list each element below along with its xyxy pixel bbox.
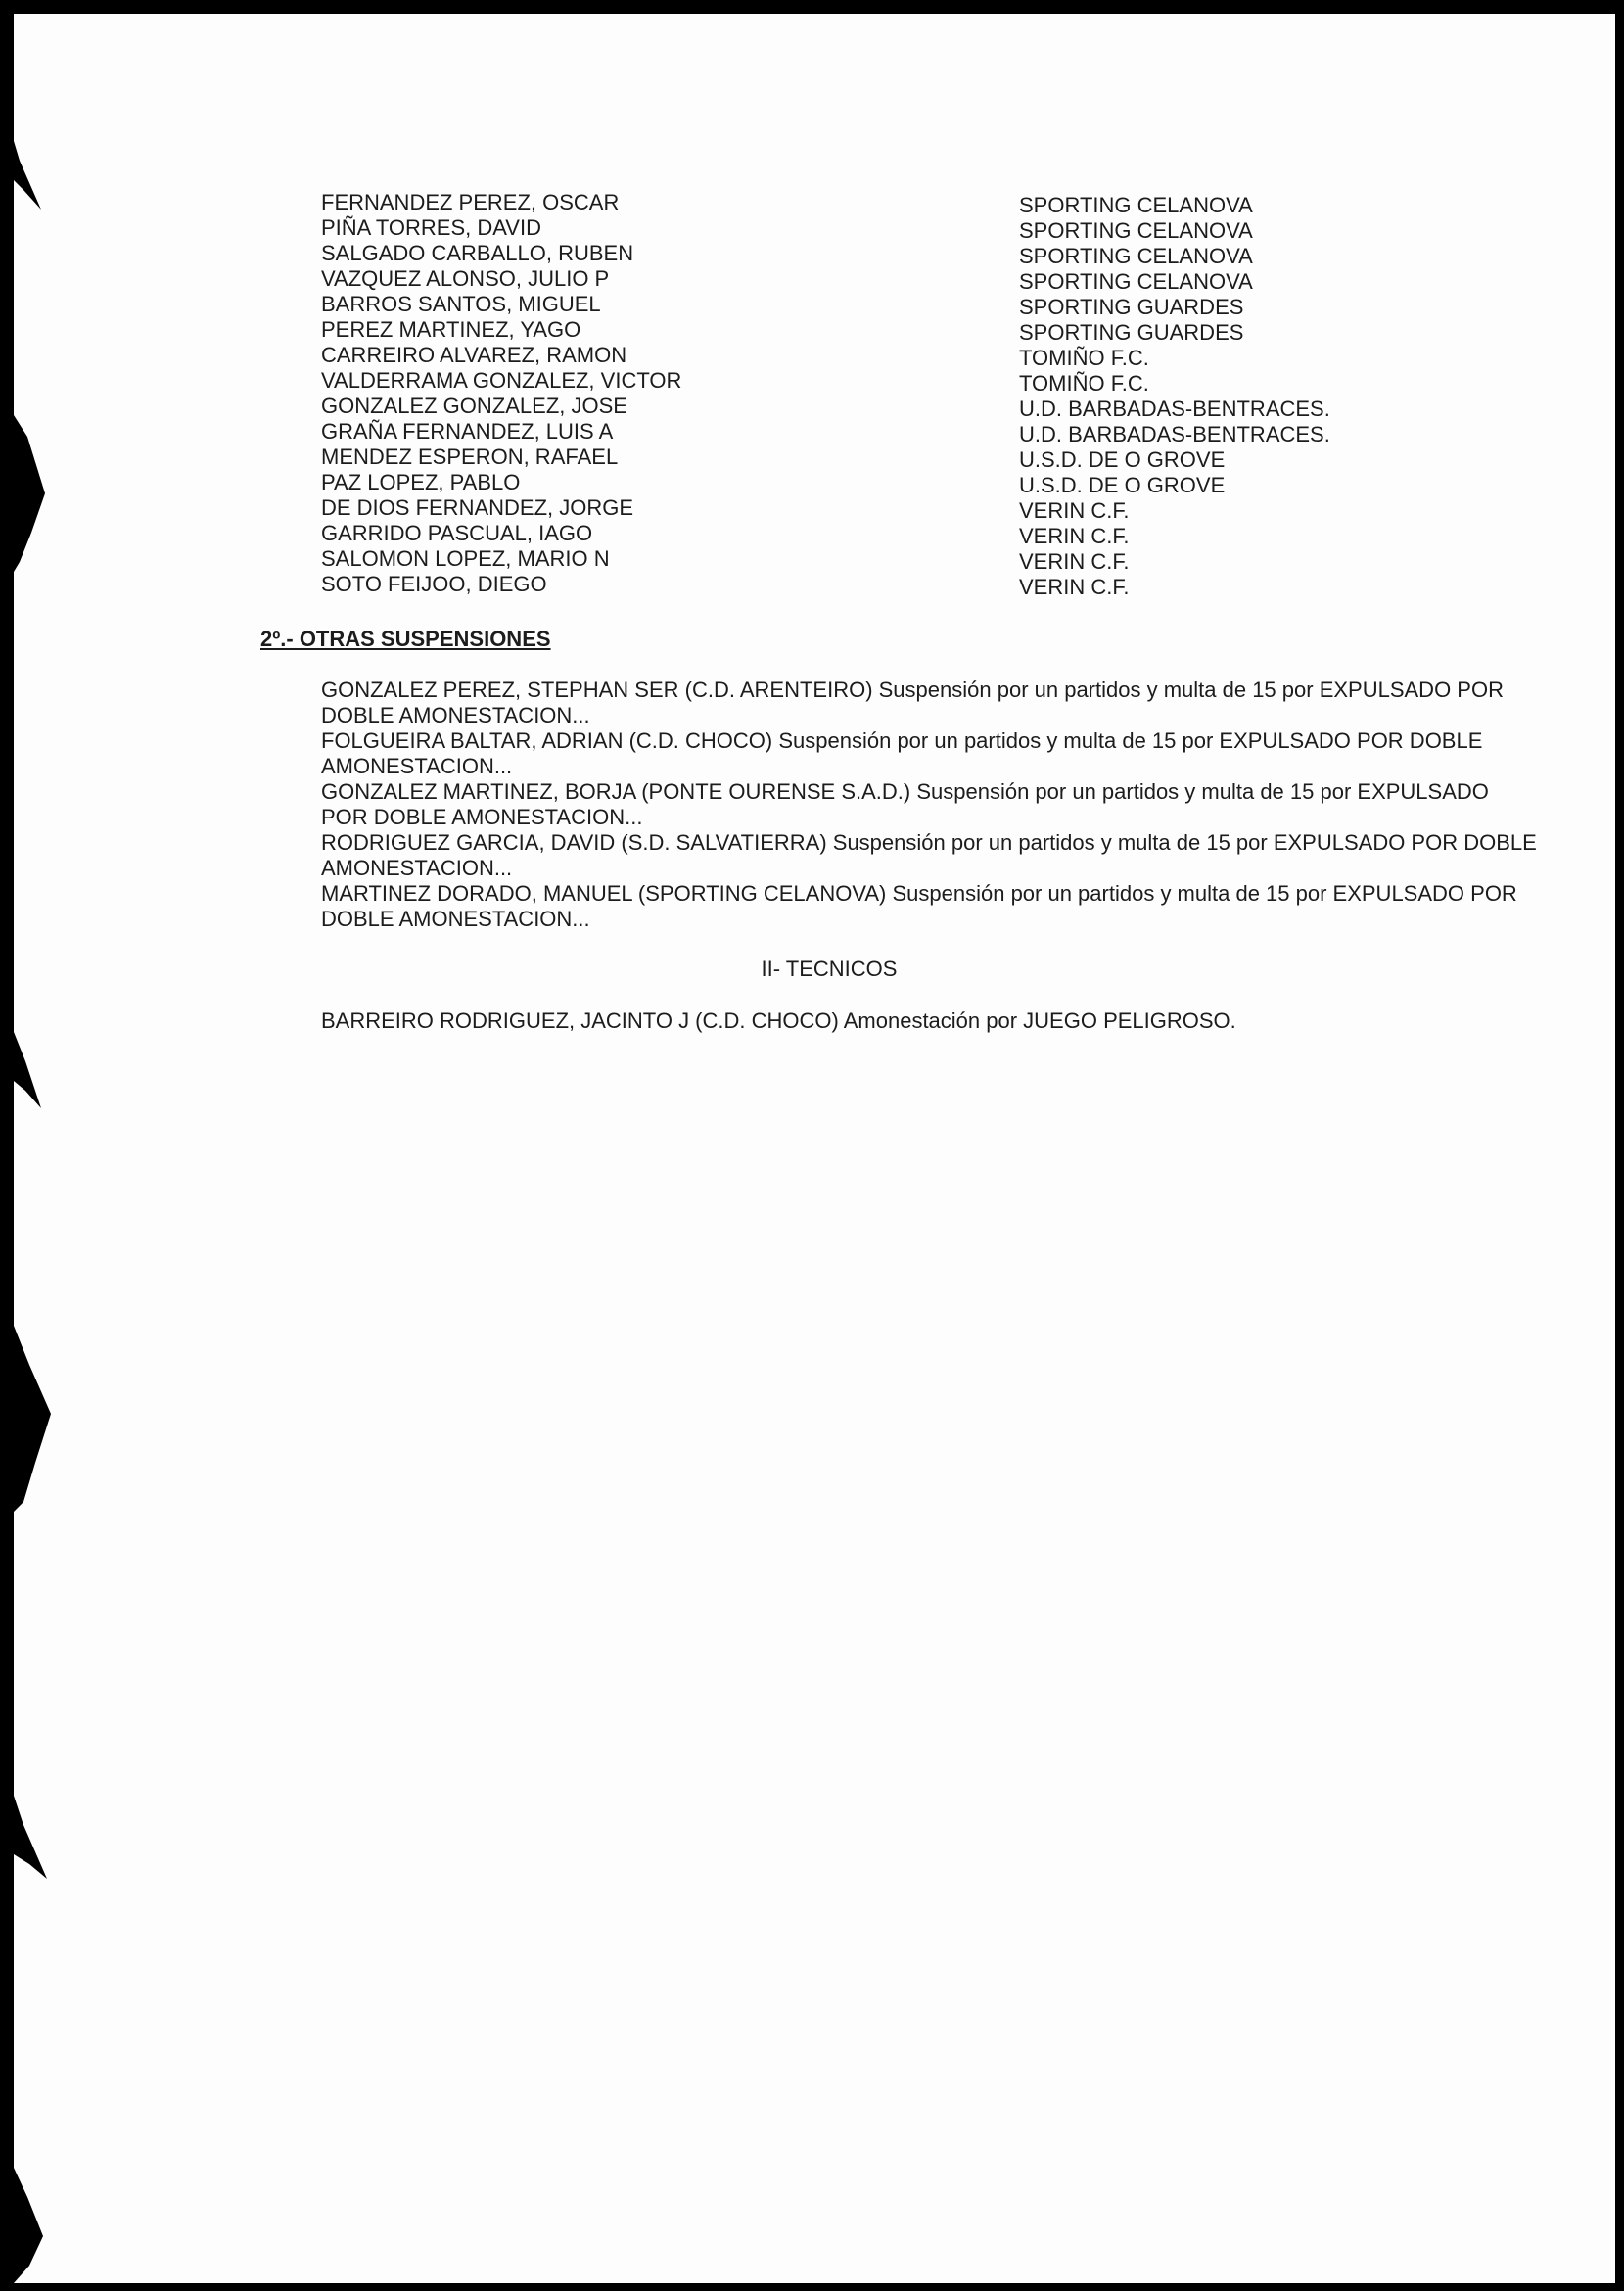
suspension-item: GONZALEZ PEREZ, STEPHAN SER (C.D. ARENTEIRO) Suspensión por un partidos y multa de 15 por EXPULSADO POR DOBLE AMONESTACION... <box>321 678 1504 727</box>
player-name: FERNANDEZ PEREZ, OSCAR <box>321 190 620 214</box>
player-name: SALGADO CARBALLO, RUBEN <box>321 241 634 265</box>
player-club: U.S.D. DE O GROVE <box>1019 447 1226 472</box>
sanctioned-players-list <box>321 190 1554 597</box>
player-club: VERIN C.F. <box>1019 575 1130 599</box>
player-name: PEREZ MARTINEZ, YAGO <box>321 317 581 342</box>
player-club: SPORTING CELANOVA <box>1019 269 1253 294</box>
suspension-item: RODRIGUEZ GARCIA, DAVID (S.D. SALVATIERRA) Suspensión por un partidos y multa de 15 por EXPULSADO POR DOBLE AMONESTACION... <box>321 830 1537 880</box>
player-name: CARREIRO ALVAREZ, RAMON <box>321 343 627 367</box>
player-row <box>321 292 1554 317</box>
player-name: SOTO FEIJOO, DIEGO <box>321 572 547 596</box>
tecnicos-heading-row <box>14 957 1615 982</box>
player-club: SPORTING CELANOVA <box>1019 244 1253 268</box>
player-row <box>321 343 1554 368</box>
player-row <box>321 444 1554 470</box>
document-content <box>14 14 1615 2283</box>
player-row <box>321 368 1554 394</box>
otras-suspensiones-heading: 2º.- OTRAS SUSPENSIONES <box>260 627 551 651</box>
player-club: U.D. BARBADAS-BENTRACES. <box>1019 422 1330 446</box>
player-club: TOMIÑO F.C. <box>1019 371 1149 396</box>
player-club: SPORTING CELANOVA <box>1019 218 1253 243</box>
player-row <box>321 546 1554 572</box>
suspension-item: MARTINEZ DORADO, MANUEL (SPORTING CELANOVA) Suspensión por un partidos y multa de 15 por EXPULSADO POR DOBLE AMONESTACION... <box>321 881 1517 931</box>
player-row <box>321 419 1554 444</box>
player-club: SPORTING GUARDES <box>1019 320 1244 345</box>
player-row <box>321 394 1554 419</box>
player-row <box>321 470 1554 495</box>
player-club: U.D. BARBADAS-BENTRACES. <box>1019 397 1330 421</box>
tecnicos-heading: II- TECNICOS <box>761 957 898 981</box>
player-club: VERIN C.F. <box>1019 524 1130 548</box>
tecnico-sanction-entry: BARREIRO RODRIGUEZ, JACINTO J (C.D. CHOCO) Amonestación por JUEGO PELIGROSO. <box>321 1008 1236 1033</box>
player-name: VAZQUEZ ALONSO, JULIO P <box>321 266 610 291</box>
player-name: SALOMON LOPEZ, MARIO N <box>321 546 610 571</box>
player-name: PAZ LOPEZ, PABLO <box>321 470 521 494</box>
scanned-page <box>14 14 1615 2283</box>
player-club: SPORTING GUARDES <box>1019 295 1244 319</box>
otras-suspensiones-list <box>321 678 1540 932</box>
player-club: VERIN C.F. <box>1019 549 1130 574</box>
player-row <box>321 521 1554 546</box>
player-row <box>321 572 1554 597</box>
player-club: U.S.D. DE O GROVE <box>1019 473 1226 497</box>
player-name: VALDERRAMA GONZALEZ, VICTOR <box>321 368 682 393</box>
player-name: DE DIOS FERNANDEZ, JORGE <box>321 495 634 520</box>
suspension-item: GONZALEZ MARTINEZ, BORJA (PONTE OURENSE S.A.D.) Suspensión por un partidos y multa de 15 por EXPULSADO POR DOBLE AMONESTACION... <box>321 779 1489 829</box>
player-row <box>321 266 1554 292</box>
player-row <box>321 495 1554 521</box>
player-name: BARROS SANTOS, MIGUEL <box>321 292 601 316</box>
suspension-item: FOLGUEIRA BALTAR, ADRIAN (C.D. CHOCO) Suspensión por un partidos y multa de 15 por EXPULSADO POR DOBLE AMONESTACION... <box>321 728 1483 778</box>
player-name: GRAÑA FERNANDEZ, LUIS A <box>321 419 614 444</box>
player-row <box>321 215 1554 241</box>
player-club: SPORTING CELANOVA <box>1019 193 1253 217</box>
player-row <box>321 241 1554 266</box>
player-name: PIÑA TORRES, DAVID <box>321 215 541 240</box>
player-row <box>321 317 1554 343</box>
player-name: MENDEZ ESPERON, RAFAEL <box>321 444 619 469</box>
player-club: VERIN C.F. <box>1019 498 1130 523</box>
player-name: GARRIDO PASCUAL, IAGO <box>321 521 593 545</box>
player-row <box>321 190 1554 215</box>
player-name: GONZALEZ GONZALEZ, JOSE <box>321 394 627 418</box>
player-club: TOMIÑO F.C. <box>1019 346 1149 370</box>
